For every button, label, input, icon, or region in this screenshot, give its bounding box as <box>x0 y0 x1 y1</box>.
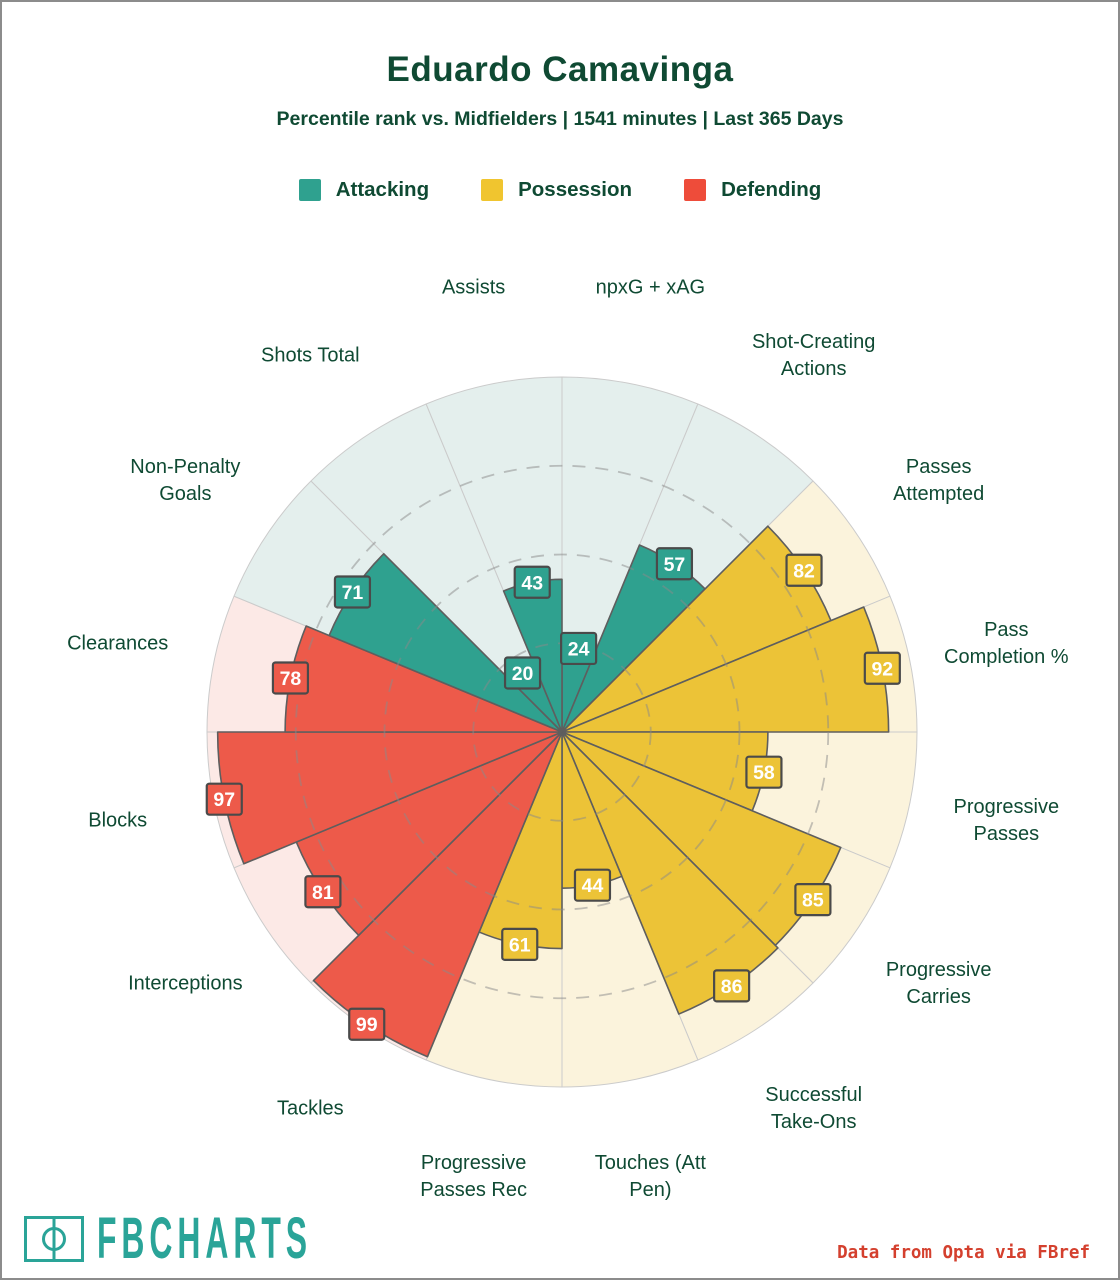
legend-label-attacking: Attacking <box>335 178 430 201</box>
axis-label-progressive-passes: Progressive <box>953 795 1060 818</box>
legend-label-possession: Possession <box>518 178 633 201</box>
value-label-touches-att-pen: 44 <box>581 875 604 898</box>
value-label-progressive-passes-rec: 61 <box>508 934 531 957</box>
axis-label-assists: Assists <box>441 276 506 299</box>
axis-label-tackles: Tackles <box>276 1097 344 1120</box>
value-label-non-penalty-goals: 71 <box>341 581 364 604</box>
value-label-clearances: 78 <box>279 667 302 690</box>
axis-label-interceptions: Interceptions <box>128 972 243 995</box>
value-label-shots-total: 20 <box>511 662 534 685</box>
value-label-interceptions: 81 <box>312 881 334 904</box>
value-label-progressive-carries: 85 <box>802 889 824 912</box>
pizza-chart <box>2 2 1118 1278</box>
axis-label-pass-completion: Completion % <box>944 646 1069 669</box>
data-source-note: Data from Opta via FBref <box>837 1243 1090 1263</box>
value-label-progressive-passes: 58 <box>753 762 775 785</box>
axis-label-successful-take-ons: Successful <box>765 1084 863 1107</box>
page-title: Eduardo Camavinga <box>386 50 734 89</box>
value-label-successful-take-ons: 86 <box>720 975 743 998</box>
value-label-npxg-xag: 24 <box>567 638 590 661</box>
axis-label-pass-completion: Pass <box>984 619 1029 642</box>
axis-label-successful-take-ons: Take-Ons <box>770 1111 857 1134</box>
axis-label-touches-att-pen: Touches (Att <box>594 1151 706 1174</box>
axis-label-blocks: Blocks <box>88 809 148 832</box>
axis-label-progressive-passes-rec: Progressive <box>420 1151 527 1174</box>
football-pitch-icon <box>24 1216 84 1262</box>
axis-label-passes-attempted: Passes <box>905 455 972 478</box>
axis-label-shot-creating-actions: Shot-Creating <box>751 330 876 353</box>
axis-label-progressive-carries: Progressive <box>885 959 992 982</box>
value-label-pass-completion: 92 <box>871 658 894 681</box>
axis-label-touches-att-pen: Pen) <box>629 1178 672 1201</box>
legend-label-defending: Defending <box>721 178 822 201</box>
value-label-assists: 43 <box>521 572 544 595</box>
value-label-tackles: 99 <box>355 1014 378 1037</box>
axis-label-non-penalty-goals: Non-Penalty <box>130 455 241 478</box>
axis-label-non-penalty-goals: Goals <box>159 482 212 505</box>
axis-label-shots-total: Shots Total <box>261 344 360 367</box>
value-label-passes-attempted: 82 <box>793 560 815 583</box>
brand-logo <box>24 1206 488 1271</box>
axis-label-progressive-passes: Passes <box>973 822 1040 845</box>
axis-label-npxg-xag: npxG + xAG <box>595 276 706 299</box>
brand-name: FBCHARTS <box>97 1206 313 1271</box>
axis-label-shot-creating-actions: Actions <box>780 357 847 380</box>
axis-label-progressive-passes-rec: Passes Rec <box>420 1178 527 1201</box>
axis-label-clearances: Clearances <box>67 632 169 655</box>
value-label-blocks: 97 <box>213 789 236 812</box>
axis-label-progressive-carries: Carries <box>906 986 971 1009</box>
axis-label-passes-attempted: Attempted <box>893 482 985 505</box>
subtitle: Percentile rank vs. Midfielders | 1541 minutes | Last 365 Days <box>276 108 844 130</box>
value-label-shot-creating-actions: 57 <box>663 553 686 576</box>
